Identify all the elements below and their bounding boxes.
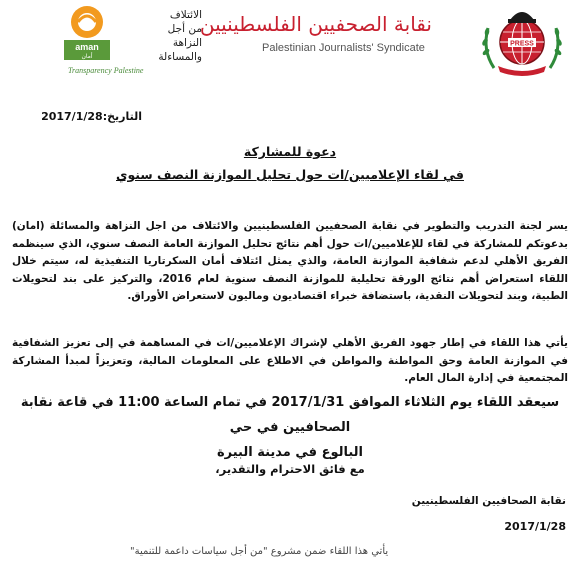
- syndicate-name-block: [199, 12, 432, 54]
- transparency-palestine-label: Transparency Palestine: [68, 66, 144, 75]
- invitation-subtitle: في لقاء الإعلاميين/ات حول تحليل الموازنة النصف سنوي: [116, 167, 464, 182]
- aman-logo-icon: [62, 4, 112, 62]
- aman-word-arabic: أمان: [81, 53, 93, 60]
- invitation-paragraph-2: يأتي هذا اللقاء في إطار جهود الفريق الأهلي لإشراك الإعلاميين/ات في المساهمة في إلى تعزيز الشفافية في الموازنة العامة وحق المواطنة والمواطن في الاطلاع على المعلومات المالية، وتعزيزاً لمبدأ المشاركة المجتمعية في إدارة المال العام.: [12, 337, 568, 384]
- signature-name: نقابة الصحافيين الفلسطينيين: [411, 495, 566, 507]
- aman-name-arabic: [124, 8, 202, 64]
- syndicate-name-arabic: نقابة الصحفيين الفلسطينيين: [199, 12, 432, 36]
- aman-logo-block: [62, 4, 202, 78]
- aman-word-english: aman: [75, 42, 99, 52]
- meeting-details: [0, 390, 580, 465]
- footer-note: يأتي هذا اللقاء ضمن مشروع "من أجل سياسات داعمة للتنمية": [130, 546, 389, 557]
- signature-date: 2017/1/28: [504, 520, 566, 533]
- letter-date: التاريخ:2017/1/28: [41, 110, 142, 123]
- letterhead: [0, 0, 580, 80]
- aman-line: النزاهة: [172, 37, 202, 49]
- closing-regards: مع فائق الاحترام والتقدير،: [215, 462, 365, 476]
- aman-line: من أجل: [167, 23, 202, 35]
- press-label: PRESS: [510, 40, 534, 48]
- syndicate-name-english: Palestinian Journalists' Syndicate: [262, 42, 425, 54]
- meeting-line-2: البالوع في مدينة البيرة: [216, 445, 364, 460]
- meeting-line-1: سيعقد اللقاء يوم الثلاثاء الموافق 2017/1/31 في تمام الساعة 11:00 في قاعة نقابة الصحافيين في حي: [20, 395, 560, 435]
- invitation-paragraph-1: يسر لجنة التدريب والتطوير في نقابة الصحفيين الفلسطينيين والائتلاف من اجل النزاهة والمسائلة (امان) بدعوتكم للمشاركة في لقاء للإعلاميين/ات حول أهم نتائج تحليل الموازنة العامة النصف سنوي، الذي سينظمه الفريق الأهلي لدعم شفافية الموازنة العامة، والذي يمثل ائتلاف أمان السكرتاريا التنفيذية له، سيتم خلال اللقاء استعراض أهم نتائج الورقة تحليلية للموازنة النصف سنوية لعام 2016، والتركيز على بند لتحويلات الطبية، وبند لتحويلات النقدية، باستضافة خبراء اقتصاديون وماليون لاستعراض الأوراق.: [12, 220, 568, 302]
- aman-line: والمساءلة: [158, 51, 202, 63]
- aman-line: الائتلاف: [169, 9, 202, 21]
- syndicate-emblem-icon: [472, 2, 572, 78]
- invitation-title: دعوة للمشاركة: [243, 144, 337, 159]
